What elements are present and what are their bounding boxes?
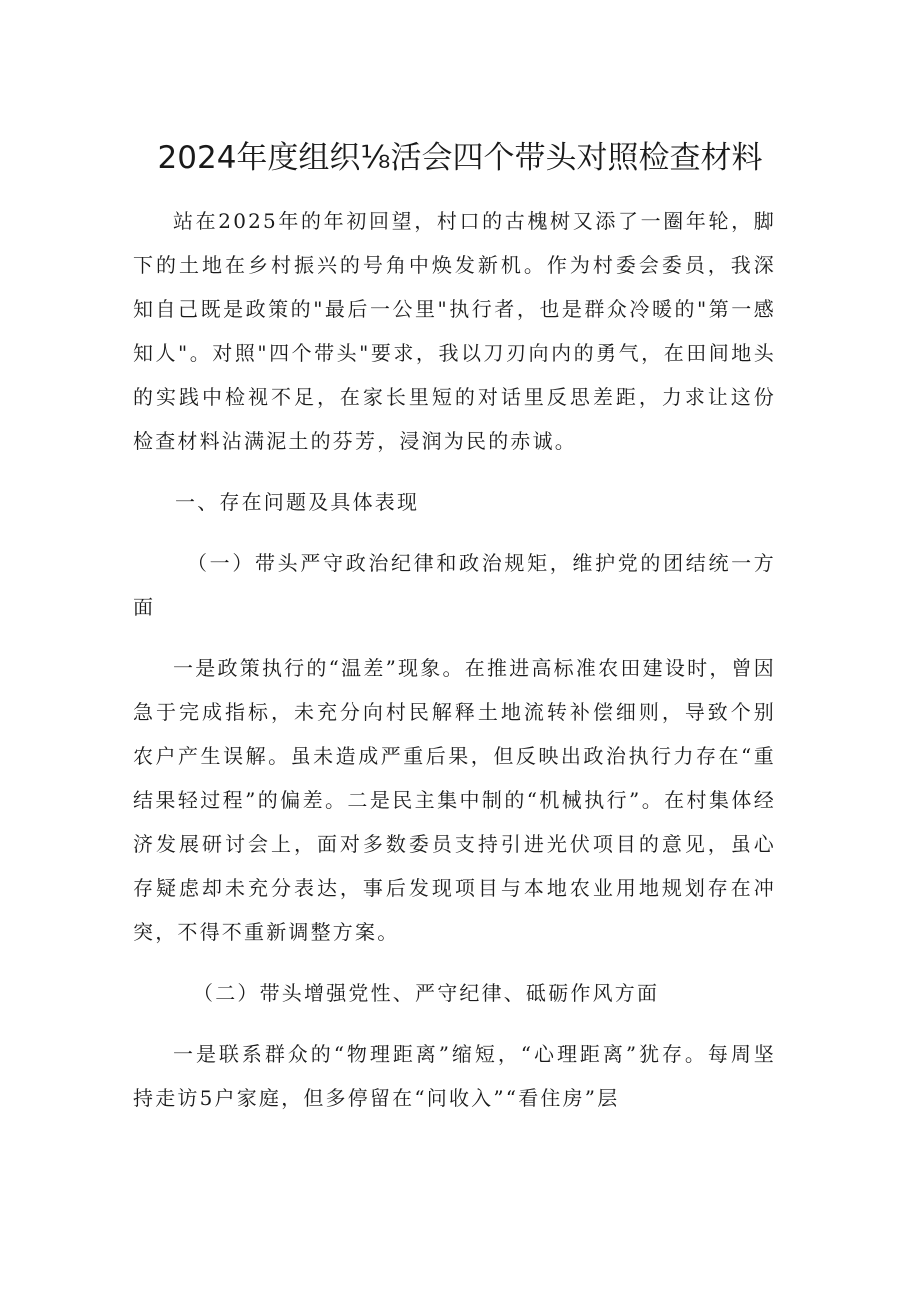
body-paragraph: 一是联系群众的“物理距离”缩短，“心理距离”犹存。每周坚持走访5户家庭，但多停留在“问收入”“看住房”层 (133, 1042, 776, 1110)
intro-paragraph: 站在2025年的年初回望，村口的古槐树又添了一圈年轮，脚下的土地在乡村振兴的号角中焕发新机。作为村委会委员，我深知自己既是政策的"最后一公里"执行者，也是群众冷暖的"第一感知人"。对照"四个带头"要求，我以刀刃向内的勇气，在田间地头的实践中检视不足，在家长里短的对话里反思差距，力求让这份检查材料沾满泥土的芬芳，浸润为民的赤诚。 (133, 209, 776, 453)
body-paragraph: 一是政策执行的“温差”现象。在推进高标准农田建设时，曾因急于完成指标，未充分向村民解释土地流转补偿细则，导致个别农户产生误解。虽未造成严重后果，但反映出政治执行力存在“重结果轻过程”的偏差。二是民主集中制的“机械执行”。在村集体经济发展研讨会上，面对多数委员支持引进光伏项目的意见，虽心存疑虑却未充分表达，事后发现项目与本地农业用地规划存在冲突，不得不重新调整方案。 (133, 656, 776, 944)
section-heading: 一、存在问题及具体表现 (175, 490, 420, 514)
subsection-heading: （一）带头严守政治纪律和政治规矩，维护党的团结统一方面 (133, 551, 776, 619)
subsection-heading: （二）带头增强党性、严守纪律、砥砺作风方面 (193, 981, 660, 1005)
document-body (133, 199, 776, 1120)
document-title: 2024年度组织⅛活会四个带头对照检查材料 (157, 140, 763, 176)
